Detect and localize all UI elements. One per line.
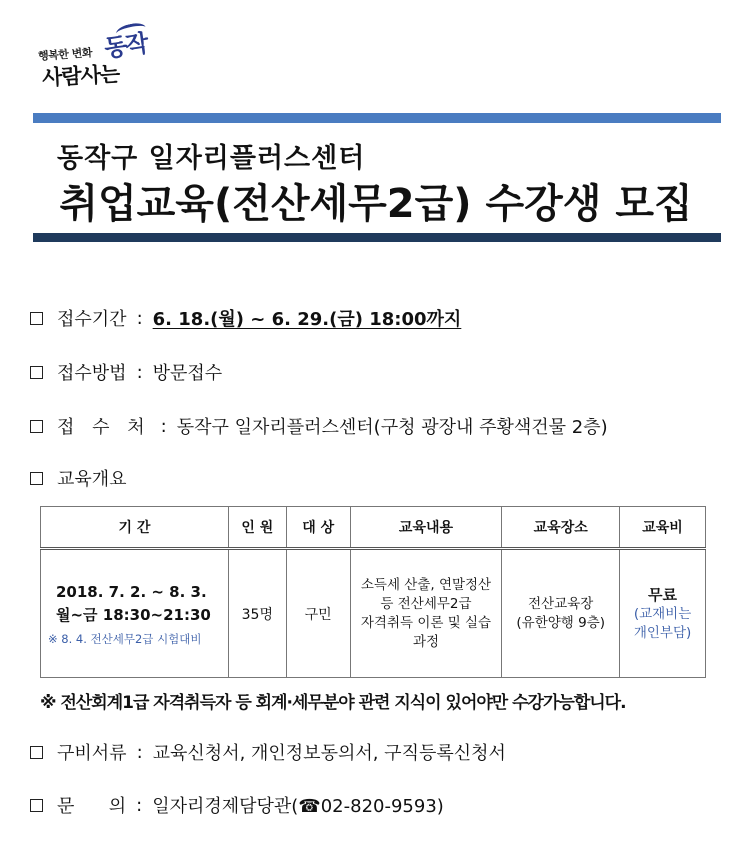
reception-period-value: 6. 18.(월) ~ 6. 29.(금) 18:00까지 — [152, 309, 462, 330]
period-cell — [41, 549, 229, 678]
checkbox-icon — [30, 420, 43, 433]
reception-period-label: 접수기간 — [57, 309, 127, 330]
checkbox-icon — [30, 366, 43, 379]
requirement-notice: ※ 전산회계1급 자격취득자 등 회계·세무분야 관련 지식이 있어야만 수강가능합니다. — [40, 693, 626, 713]
place-cell — [502, 549, 620, 678]
place-detail: (유한양행 9층) — [516, 614, 606, 631]
reception-place-label: 접 수 처 — [57, 417, 151, 438]
content-line: 소득세 산출, 연말정산 — [360, 576, 492, 593]
fee-note: (교재비는 — [633, 606, 692, 622]
logo-dongjak: 동작 — [102, 29, 149, 63]
period-hours: 월~금 18:30~21:30 — [56, 605, 211, 624]
reception-method-row — [30, 359, 222, 385]
fee-value: 무료 — [648, 586, 678, 604]
documents-value: 교육신청서, 개인정보동의서, 구직등록신청서 — [152, 743, 506, 764]
period-dates: 2018. 7. 2. ~ 8. 3. — [56, 582, 207, 601]
checkbox-icon — [30, 472, 43, 485]
reception-method-value: 방문접수 — [152, 363, 223, 384]
content-line: 자격취득 이론 및 실습 — [360, 614, 492, 631]
header-people: 인 원 — [228, 507, 286, 549]
separator: : — [160, 415, 167, 437]
logo-main-text: 사람사는 — [41, 60, 120, 91]
reception-place-row — [30, 413, 608, 439]
separator: : — [136, 741, 143, 763]
fee-cell — [620, 549, 706, 678]
page-subtitle: 동작구 일자리플러스센터 — [57, 143, 366, 174]
checkbox-icon — [30, 746, 43, 759]
checkbox-icon — [30, 799, 43, 812]
header-bottom-bar — [33, 233, 721, 242]
header-top-bar — [33, 113, 721, 123]
fee-note: 개인부담) — [633, 625, 692, 641]
separator: : — [136, 307, 143, 329]
header-content: 교육내용 — [350, 507, 502, 549]
content-line: 등 전산세무2급 — [380, 595, 472, 612]
documents-row — [30, 739, 506, 765]
header-fee: 교육비 — [620, 507, 706, 549]
content-cell — [350, 549, 502, 678]
content-line: 과정 — [412, 633, 440, 650]
documents-label: 구비서류 — [57, 743, 127, 764]
table-header-row — [41, 507, 706, 549]
overview-label: 교육개요 — [57, 469, 127, 490]
separator: : — [136, 794, 143, 816]
header-period: 기 간 — [41, 507, 229, 549]
people-cell: 35명 — [228, 549, 286, 678]
inquiry-value: 일자리경제담당관(☎02-820-9593) — [152, 796, 444, 817]
page-title: 취업교육(전산세무2급) 수강생 모집 — [59, 181, 693, 227]
separator: : — [136, 361, 143, 383]
header-target: 대 상 — [286, 507, 350, 549]
period-note: ※ 8. 4. 전산세무2급 시험대비 — [48, 631, 202, 646]
inquiry-row — [30, 792, 444, 818]
reception-method-label: 접수방법 — [57, 363, 127, 384]
target-cell: 구민 — [286, 549, 350, 678]
dongjak-logo — [34, 20, 164, 91]
checkbox-icon — [30, 312, 43, 325]
logo-slogan: 행복한 변화 — [37, 46, 93, 63]
reception-period-row — [30, 305, 461, 331]
table-row — [41, 549, 706, 678]
header-place: 교육장소 — [502, 507, 620, 549]
inquiry-label: 문 의 — [57, 796, 127, 817]
reception-place-value: 동작구 일자리플러스센터(구청 광장내 주황색건물 2층) — [176, 417, 608, 438]
place-name: 전산교육장 — [528, 595, 594, 612]
education-overview-table — [40, 506, 706, 678]
overview-row — [30, 465, 127, 491]
